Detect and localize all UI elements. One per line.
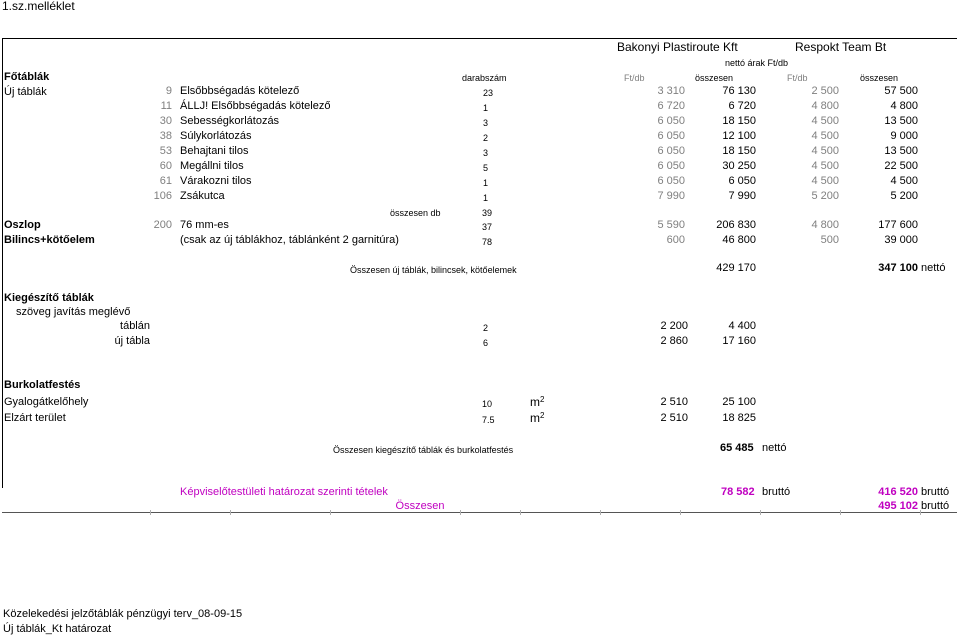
row-qty: 3: [483, 148, 489, 158]
board-gross2: bruttó: [921, 486, 950, 498]
board-value2: 416 520: [878, 486, 918, 498]
row-price2: 4 500: [811, 115, 839, 127]
clamp-label: Bilincs+kötőelem: [4, 234, 95, 246]
row-total2: 5 200: [890, 190, 918, 202]
row-total1: 76 130: [722, 85, 756, 97]
supplementary-title: Kiegészítő táblák: [4, 292, 94, 304]
marking-price: 2 510: [660, 396, 688, 408]
marking-unit: [530, 412, 544, 425]
row-name: Behajtani tilos: [180, 145, 249, 157]
table-bottom-border: [2, 512, 957, 513]
subtotal1-net: nettó: [921, 262, 946, 274]
col-qty-header: darabszám: [462, 73, 507, 83]
row-code: 30: [159, 115, 172, 127]
subtotal1-total1: 429 170: [716, 262, 756, 274]
supplementary-qty3: 6: [483, 338, 489, 348]
col-unit2-header: Ft/db: [787, 73, 808, 83]
col-unit1-header: Ft/db: [624, 73, 645, 83]
supplementary-price3: 2 860: [660, 335, 688, 347]
marking-price: 2 510: [660, 412, 688, 424]
marking-qty: 10: [482, 399, 493, 409]
company1-header: Bakonyi Plastiroute Kft: [617, 40, 738, 54]
total-gross: bruttó: [921, 500, 950, 512]
marking-title: Burkolatfestés: [4, 379, 81, 391]
row-total1: 6 050: [728, 175, 756, 187]
supplementary-price2: 2 200: [660, 320, 688, 332]
row-price1: 6 050: [657, 160, 685, 172]
tick: [520, 510, 521, 515]
supplementary-total3: 17 160: [722, 335, 756, 347]
tick: [330, 510, 331, 515]
marking-name: Gyalogátkelőhely: [4, 396, 89, 408]
row-total2: 4 500: [890, 175, 918, 187]
board-label: Képviselőtestületi határozat szerinti tételek: [180, 486, 388, 498]
total-value: 495 102: [878, 500, 918, 512]
post-label: Oszlop: [4, 219, 41, 231]
row-name: Sebességkorlátozás: [180, 115, 280, 127]
table-top-border: [2, 38, 957, 39]
section-main-signs: Főtáblák: [4, 71, 50, 83]
row-price2: 4 500: [811, 130, 839, 142]
row-total2: 9 000: [890, 130, 918, 142]
company2-header: Respokt Team Bt: [795, 40, 887, 54]
row-name: Zsákutca: [180, 190, 225, 202]
clamp-name: (csak az új táblákhoz, táblánként 2 garnitúra): [180, 234, 399, 246]
marking-total: 18 825: [722, 412, 756, 424]
tick: [920, 510, 921, 515]
post-name: 76 mm-es: [180, 219, 229, 231]
row-total2: 57 500: [884, 85, 918, 97]
col-total1-header: összesen: [695, 73, 734, 83]
row-total1: 18 150: [722, 145, 756, 157]
row-qty: 2: [483, 133, 489, 143]
row-price2: 5 200: [811, 190, 839, 202]
row-price2: 4 800: [811, 100, 839, 112]
supplementary-total2: 4 400: [728, 320, 756, 332]
unit-sup: 2: [540, 395, 545, 404]
row-code: 53: [159, 145, 172, 157]
row-price2: 2 500: [811, 85, 839, 97]
supplementary-line1: szöveg javítás meglévő: [16, 306, 131, 318]
post-code: 200: [153, 219, 172, 231]
unit-m: m: [530, 395, 540, 409]
row-price1: 6 050: [657, 115, 685, 127]
row-total2: 22 500: [884, 160, 918, 172]
row-price2: 4 500: [811, 175, 839, 187]
row-total1: 12 100: [722, 130, 756, 142]
row-price1: 3 310: [657, 85, 685, 97]
row-name: Elsőbbségadás kötelező: [180, 85, 300, 97]
row-code: 38: [159, 130, 172, 142]
row-name: Várakozni tilos: [180, 175, 252, 187]
row-code: 60: [159, 160, 172, 172]
row-qty: 23: [483, 88, 494, 98]
sum-db-label: összesen db: [390, 208, 441, 218]
tick: [460, 510, 461, 515]
col-total2-header: összesen: [860, 73, 899, 83]
subtotal1-total2: 347 100: [878, 262, 918, 274]
row-qty: 3: [483, 118, 489, 128]
unit-m: m: [530, 411, 540, 425]
new-signs-label: Új táblák: [4, 86, 47, 98]
post-qty: 37: [482, 222, 493, 232]
row-total2: 4 800: [890, 100, 918, 112]
post-price2: 4 800: [811, 219, 839, 231]
supplementary-qty2: 2: [483, 323, 489, 333]
post-total2: 177 600: [878, 219, 918, 231]
row-code: 9: [165, 85, 172, 97]
tick: [600, 510, 601, 515]
row-code: 106: [153, 190, 172, 202]
row-price1: 6 720: [657, 100, 685, 112]
net-prices-header: nettó árak Ft/db: [725, 58, 789, 68]
post-price1: 5 590: [657, 219, 685, 231]
row-qty: 1: [483, 178, 489, 188]
clamp-total2: 39 000: [884, 234, 918, 246]
subtotal2-net: nettó: [762, 442, 787, 454]
row-price1: 6 050: [657, 130, 685, 142]
marking-qty: 7.5: [482, 415, 495, 425]
tick: [680, 510, 681, 515]
sum-db-value: 39: [482, 208, 493, 218]
supplementary-line3: új tábla: [114, 335, 150, 347]
footer-line2: Új táblák_Kt határozat: [3, 623, 112, 635]
clamp-price1: 600: [666, 234, 685, 246]
row-price1: 6 050: [657, 175, 685, 187]
clamp-price2: 500: [820, 234, 839, 246]
tick: [150, 510, 151, 515]
row-price1: 6 050: [657, 145, 685, 157]
supplementary-line2: táblán: [120, 320, 150, 332]
row-name: Megállni tilos: [180, 160, 244, 172]
subtotal1-label: Összesen új táblák, bilincsek, kötőelemek: [350, 265, 517, 275]
row-price1: 7 990: [657, 190, 685, 202]
marking-name: Elzárt terület: [4, 412, 66, 424]
row-name: ÁLLJ! Elsőbbségadás kötelező: [180, 100, 331, 112]
row-price2: 4 500: [811, 145, 839, 157]
total-label: Összesen: [395, 500, 445, 512]
row-qty: 1: [483, 103, 489, 113]
unit-sup: 2: [540, 411, 545, 420]
board-value1: 78 582: [721, 486, 755, 498]
footer-line1: Közelekedési jelzőtáblák pénzügyi terv_08-09-15: [3, 608, 243, 620]
row-price2: 4 500: [811, 160, 839, 172]
row-qty: 1: [483, 193, 489, 203]
subtotal2-value: 65 485: [720, 442, 754, 454]
row-total1: 6 720: [728, 100, 756, 112]
row-code: 61: [159, 175, 172, 187]
board-gross1: bruttó: [762, 486, 791, 498]
subtotal2-label: Összesen kiegészítő táblák és burkolatfestés: [333, 445, 514, 455]
tick: [230, 510, 231, 515]
page-title: 1.sz.melléklet: [2, 0, 75, 13]
tick: [760, 510, 761, 515]
clamp-qty: 78: [482, 237, 493, 247]
row-code: 11: [160, 100, 172, 112]
post-total1: 206 830: [716, 219, 756, 231]
clamp-total1: 46 800: [722, 234, 756, 246]
marking-unit: [530, 396, 544, 409]
row-total1: 30 250: [722, 160, 756, 172]
row-total2: 13 500: [884, 115, 918, 127]
row-qty: 5: [483, 163, 489, 173]
row-total1: 18 150: [722, 115, 756, 127]
row-total1: 7 990: [728, 190, 756, 202]
row-name: Súlykorlátozás: [180, 130, 252, 142]
row-total2: 13 500: [884, 145, 918, 157]
marking-total: 25 100: [722, 396, 756, 408]
tick: [840, 510, 841, 515]
table-left-border: [2, 38, 3, 488]
